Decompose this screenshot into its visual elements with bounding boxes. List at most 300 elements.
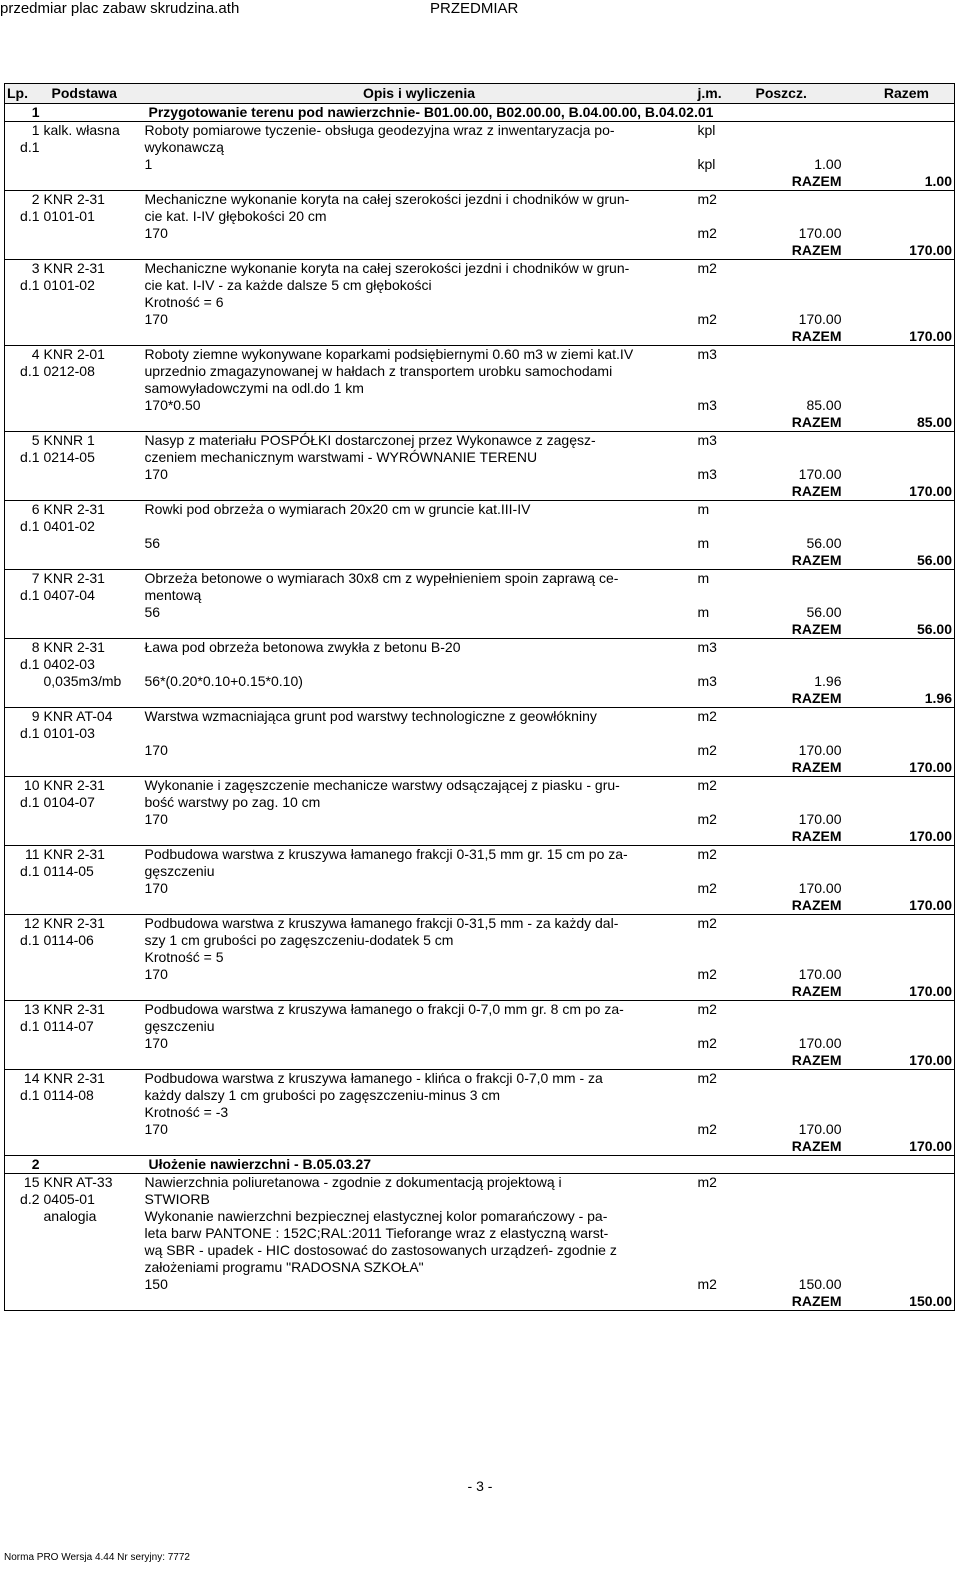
- blank-cell: [754, 1242, 844, 1259]
- total-label: RAZEM: [754, 1293, 844, 1311]
- total-value: 170.00: [844, 1052, 955, 1070]
- item-dept: d.1: [20, 208, 40, 224]
- basis-code: KNR 2-31: [43, 846, 105, 862]
- blank-cell: [754, 449, 844, 466]
- blank-cell: [696, 208, 754, 225]
- blank-cell: [42, 483, 143, 501]
- blank-cell: [5, 294, 42, 311]
- item-unit: kpl: [697, 122, 716, 138]
- blank-cell: [754, 1104, 844, 1121]
- blank-cell: [844, 277, 955, 294]
- blank-cell: [5, 983, 42, 1001]
- calculation: 170: [144, 1035, 168, 1051]
- calculation: 170: [144, 311, 168, 327]
- total-value: 170.00: [844, 983, 955, 1001]
- blank-cell: [696, 1293, 754, 1311]
- blank-cell: [844, 1087, 955, 1104]
- partial-value: 85.00: [806, 397, 842, 413]
- blank-cell: [754, 208, 844, 225]
- blank-cell: [42, 983, 143, 1001]
- blank-cell: [5, 759, 42, 777]
- total-row: [5, 759, 955, 777]
- blank-cell: [143, 828, 696, 846]
- blank-cell: [143, 621, 696, 639]
- blank-cell: [143, 242, 696, 260]
- blank-cell: [5, 673, 42, 690]
- blank-cell: [696, 863, 754, 880]
- blank-cell: [5, 621, 42, 639]
- description-line: wą SBR - upadek - HIC dostosować do zastosowanych urządzeń- zgodnie z: [144, 1242, 617, 1258]
- blank-cell: [844, 811, 955, 828]
- blank-cell: [143, 983, 696, 1001]
- blank-cell: [754, 725, 844, 742]
- blank-cell: [754, 863, 844, 880]
- blank-cell: [42, 173, 143, 191]
- blank-cell: [143, 1138, 696, 1156]
- calc-row: [5, 397, 955, 414]
- calc-row: [5, 673, 955, 690]
- blank-cell: [754, 1087, 844, 1104]
- item-number: 5: [31, 432, 40, 448]
- blank-cell: [696, 1018, 754, 1035]
- blank-cell: [754, 1018, 844, 1035]
- blank-cell: [5, 1035, 42, 1052]
- total-value: 170.00: [844, 828, 955, 846]
- blank-cell: [143, 173, 696, 191]
- description-line: STWIORB: [144, 1191, 210, 1207]
- section-row: [5, 1156, 955, 1174]
- blank-cell: [754, 1001, 844, 1019]
- partial-value: 170.00: [798, 966, 842, 982]
- blank-cell: [42, 1035, 143, 1052]
- total-value: 170.00: [844, 759, 955, 777]
- item-row: [5, 1087, 955, 1104]
- page-number: - 3 -: [467, 1478, 493, 1494]
- blank-cell: [696, 1259, 754, 1276]
- calc-row: [5, 966, 955, 983]
- blank-cell: [844, 156, 955, 173]
- item-row: [5, 139, 955, 156]
- item-row: [5, 915, 955, 933]
- blank-cell: [42, 880, 143, 897]
- blank-cell: [754, 139, 844, 156]
- basis-code: KNR 2-31: [43, 191, 105, 207]
- blank-cell: [696, 1208, 754, 1225]
- item-row: [5, 432, 955, 450]
- item-number: 8: [31, 639, 40, 655]
- basis-code: 0212-08: [43, 363, 95, 379]
- basis-code: 0104-07: [43, 794, 95, 810]
- partial-value: 170.00: [798, 811, 842, 827]
- item-dept: d.1: [20, 363, 40, 379]
- blank-cell: [696, 414, 754, 432]
- calculation: 150: [144, 1276, 168, 1292]
- estimate-table: [4, 83, 955, 1311]
- blank-cell: [844, 449, 955, 466]
- blank-cell: [5, 1225, 42, 1242]
- blank-cell: [754, 777, 844, 795]
- blank-cell: [844, 1242, 955, 1259]
- blank-cell: [42, 690, 143, 708]
- blank-cell: [844, 1191, 955, 1208]
- item-row: [5, 587, 955, 604]
- calc-unit: m2: [697, 225, 717, 241]
- basis-code: 0407-04: [43, 587, 95, 603]
- calculation: 1: [144, 156, 153, 172]
- total-row: [5, 621, 955, 639]
- total-label: RAZEM: [754, 759, 844, 777]
- calc-unit: m2: [697, 966, 717, 982]
- item-dept: d.1: [20, 587, 40, 603]
- description-line: Nawierzchnia poliuretanowa - zgodnie z dokumentacją projektową i: [144, 1174, 562, 1190]
- blank-cell: [844, 846, 955, 864]
- basis-code: KNR 2-31: [43, 570, 105, 586]
- calc-unit: m2: [697, 742, 717, 758]
- blank-cell: [5, 1259, 42, 1276]
- blank-cell: [143, 414, 696, 432]
- item-row: [5, 501, 955, 519]
- item-unit: m: [697, 570, 710, 586]
- calc-row: [5, 880, 955, 897]
- blank-cell: [844, 1001, 955, 1019]
- blank-cell: [844, 966, 955, 983]
- item-dept: d.1: [20, 794, 40, 810]
- col-poszcz: Poszcz.: [754, 84, 844, 104]
- blank-cell: [844, 1225, 955, 1242]
- blank-cell: [844, 501, 955, 519]
- item-number: 11: [24, 846, 40, 862]
- basis-code: KNR 2-31: [43, 777, 105, 793]
- item-row: [5, 260, 955, 278]
- blank-cell: [754, 656, 844, 673]
- blank-cell: [5, 225, 42, 242]
- blank-cell: [696, 1138, 754, 1156]
- calculation: 56: [144, 535, 161, 551]
- blank-cell: [754, 260, 844, 278]
- blank-cell: [754, 570, 844, 588]
- description-line: mentową: [144, 587, 202, 603]
- item-row: [5, 1242, 955, 1259]
- blank-cell: [5, 552, 42, 570]
- blank-cell: [754, 1191, 844, 1208]
- blank-cell: [844, 570, 955, 588]
- blank-cell: [844, 1070, 955, 1088]
- item-number: 13: [23, 1001, 40, 1017]
- calc-unit: m2: [697, 1121, 717, 1137]
- blank-cell: [754, 1208, 844, 1225]
- total-label: RAZEM: [754, 552, 844, 570]
- blank-cell: [696, 518, 754, 535]
- blank-cell: [844, 1174, 955, 1192]
- blank-cell: [42, 311, 143, 328]
- basis-code: 0114-08: [43, 1087, 94, 1103]
- basis-code: KNR 2-31: [43, 501, 105, 517]
- basis-code: KNR AT-04: [43, 708, 113, 724]
- blank-cell: [5, 1052, 42, 1070]
- blank-cell: [844, 1259, 955, 1276]
- item-number: 4: [31, 346, 40, 362]
- item-dept: d.1: [20, 863, 40, 879]
- blank-cell: [5, 742, 42, 759]
- item-row: [5, 1191, 955, 1208]
- blank-cell: [754, 915, 844, 933]
- blank-cell: [844, 260, 955, 278]
- blank-cell: [143, 1293, 696, 1311]
- blank-cell: [42, 604, 143, 621]
- basis-code: 0101-03: [43, 725, 95, 741]
- blank-cell: [143, 1052, 696, 1070]
- total-label: RAZEM: [754, 690, 844, 708]
- total-label: RAZEM: [754, 621, 844, 639]
- item-dept: d.1: [20, 1087, 40, 1103]
- description-line: Nasyp z materiału POSPÓŁKI dostarczonej przez Wykonawce z zagęsz-: [144, 432, 596, 448]
- blank-cell: [754, 518, 844, 535]
- blank-cell: [844, 432, 955, 450]
- item-row: [5, 449, 955, 466]
- blank-cell: [143, 759, 696, 777]
- blank-cell: [844, 777, 955, 795]
- blank-cell: [844, 708, 955, 726]
- total-value: 170.00: [844, 242, 955, 260]
- total-label: RAZEM: [754, 1052, 844, 1070]
- blank-cell: [42, 621, 143, 639]
- blank-cell: [696, 690, 754, 708]
- total-row: [5, 1138, 955, 1156]
- col-razem: Razem: [844, 84, 955, 104]
- item-row: [5, 1018, 955, 1035]
- blank-cell: [844, 863, 955, 880]
- calc-unit: m: [697, 604, 710, 620]
- blank-cell: [844, 1104, 955, 1121]
- calc-unit: m2: [697, 1035, 717, 1051]
- total-row: [5, 690, 955, 708]
- description-line: Krotność = 5: [144, 949, 224, 965]
- item-row: [5, 639, 955, 657]
- section-title: Przygotowanie terenu pod nawierzchnie- B01.00.00, B02.00.00, B.04.00.00, B.04.02.01: [42, 104, 955, 122]
- item-unit: m3: [697, 346, 717, 362]
- calculation: 170: [144, 880, 168, 896]
- calc-unit: m2: [697, 1276, 717, 1292]
- blank-cell: [696, 1225, 754, 1242]
- item-row: [5, 777, 955, 795]
- blank-cell: [5, 811, 42, 828]
- blank-cell: [42, 1052, 143, 1070]
- description-line: leta barw PANTONE : 152C;RAL:2011 Tieforange wraz z elastyczną warst-: [144, 1225, 609, 1241]
- item-dept: d.1: [20, 725, 40, 741]
- blank-cell: [754, 708, 844, 726]
- description-line: cie kat. I-IV głębokości 20 cm: [144, 208, 327, 224]
- blank-cell: [696, 1087, 754, 1104]
- total-value: 56.00: [844, 552, 955, 570]
- blank-cell: [143, 552, 696, 570]
- description-line: Podbudowa warstwa z kruszywa łamanego frakcji 0-31,5 mm - za każdy dal-: [144, 915, 619, 931]
- blank-cell: [5, 173, 42, 191]
- partial-value: 1.96: [814, 673, 842, 689]
- total-row: [5, 983, 955, 1001]
- col-opis: Opis i wyliczenia: [143, 84, 696, 104]
- item-unit: m3: [697, 432, 717, 448]
- total-value: 1.00: [844, 173, 955, 191]
- item-unit: m2: [697, 1001, 717, 1017]
- blank-cell: [5, 949, 42, 966]
- item-row: [5, 1001, 955, 1019]
- blank-cell: [5, 828, 42, 846]
- calc-row: [5, 156, 955, 173]
- blank-cell: [42, 380, 143, 397]
- description-line: szy 1 cm grubości po zagęszczeniu-dodatek 5 cm: [144, 932, 454, 948]
- blank-cell: [844, 208, 955, 225]
- basis-code: KNNR 1: [43, 432, 95, 448]
- total-label: RAZEM: [754, 483, 844, 501]
- basis-code: 0401-02: [43, 518, 95, 534]
- item-number: 2: [31, 191, 40, 207]
- blank-cell: [42, 1276, 143, 1293]
- basis-code: 0114-06: [43, 932, 94, 948]
- blank-cell: [844, 725, 955, 742]
- blank-cell: [844, 397, 955, 414]
- description-line: Krotność = 6: [144, 294, 224, 310]
- item-dept: d.1: [20, 656, 40, 672]
- blank-cell: [5, 966, 42, 983]
- item-dept: d.1: [20, 518, 40, 534]
- description-line: cie kat. I-IV - za każde dalsze 5 cm głębokości: [144, 277, 432, 293]
- blank-cell: [42, 828, 143, 846]
- item-dept: d.1: [20, 449, 40, 465]
- description-line: wykonawczą: [144, 139, 224, 155]
- blank-cell: [754, 587, 844, 604]
- item-number: 3: [31, 260, 40, 276]
- item-unit: m2: [697, 777, 717, 793]
- blank-cell: [844, 794, 955, 811]
- blank-cell: [696, 1242, 754, 1259]
- total-row: [5, 173, 955, 191]
- blank-cell: [696, 483, 754, 501]
- description-line: Roboty pomiarowe tyczenie- obsługa geodezyjna wraz z inwentaryzacja po-: [144, 122, 615, 138]
- total-label: RAZEM: [754, 242, 844, 260]
- item-dept: d.2: [20, 1191, 40, 1207]
- blank-cell: [42, 552, 143, 570]
- item-number: 9: [31, 708, 40, 724]
- blank-cell: [5, 156, 42, 173]
- blank-cell: [754, 1259, 844, 1276]
- calc-row: [5, 311, 955, 328]
- blank-cell: [844, 932, 955, 949]
- blank-cell: [696, 139, 754, 156]
- blank-cell: [844, 742, 955, 759]
- blank-cell: [754, 949, 844, 966]
- item-dept: d.1: [20, 932, 40, 948]
- description-line: Krotność = -3: [144, 1104, 229, 1120]
- item-row: [5, 1208, 955, 1225]
- calc-row: [5, 1276, 955, 1293]
- blank-cell: [42, 242, 143, 260]
- partial-value: 170.00: [798, 311, 842, 327]
- basis-code: KNR 2-31: [43, 260, 105, 276]
- blank-cell: [754, 1225, 844, 1242]
- footer-note: Norma PRO Wersja 4.44 Nr seryjny: 7772: [4, 1552, 190, 1563]
- blank-cell: [42, 535, 143, 552]
- item-dept: d.1: [20, 1018, 40, 1034]
- basis-code: KNR 2-31: [43, 915, 105, 931]
- item-unit: m2: [697, 191, 717, 207]
- item-row: [5, 949, 955, 966]
- blank-cell: [5, 311, 42, 328]
- total-label: RAZEM: [754, 328, 844, 346]
- item-unit: m2: [697, 1174, 717, 1190]
- blank-cell: [754, 363, 844, 380]
- col-lp: Lp.: [5, 84, 42, 104]
- blank-cell: [696, 294, 754, 311]
- blank-cell: [844, 673, 955, 690]
- blank-cell: [844, 587, 955, 604]
- item-row: [5, 570, 955, 588]
- blank-cell: [5, 604, 42, 621]
- col-jm: j.m.: [696, 84, 754, 104]
- total-row: [5, 828, 955, 846]
- col-podstawa: Podstawa: [42, 84, 143, 104]
- blank-cell: [5, 328, 42, 346]
- total-label: RAZEM: [754, 828, 844, 846]
- item-number: 12: [23, 915, 40, 931]
- blank-cell: [143, 897, 696, 915]
- blank-cell: [42, 139, 143, 156]
- calc-unit: m2: [697, 811, 717, 827]
- blank-cell: [696, 897, 754, 915]
- blank-cell: [143, 690, 696, 708]
- description-line: Mechaniczne wykonanie koryta na całej szerokości jezdni i chodników w grun-: [144, 191, 630, 207]
- calc-unit: m2: [697, 880, 717, 896]
- blank-cell: [754, 1070, 844, 1088]
- calc-unit: m3: [697, 397, 717, 413]
- basis-code: KNR 2-01: [43, 346, 105, 362]
- blank-cell: [844, 363, 955, 380]
- section-number: 1: [5, 104, 42, 122]
- description-line: bość warstwy po zag. 10 cm: [144, 794, 321, 810]
- item-row: [5, 380, 955, 397]
- calc-row: [5, 466, 955, 483]
- partial-value: 170.00: [798, 466, 842, 482]
- basis-code: kalk. własna: [43, 122, 120, 138]
- total-value: 85.00: [844, 414, 955, 432]
- blank-cell: [5, 535, 42, 552]
- total-value: 170.00: [844, 1138, 955, 1156]
- partial-value: 170.00: [798, 880, 842, 896]
- total-row: [5, 242, 955, 260]
- blank-cell: [42, 1225, 143, 1242]
- table-header: [5, 84, 955, 104]
- basis-code: 0114-05: [43, 863, 94, 879]
- blank-cell: [42, 397, 143, 414]
- blank-cell: [696, 552, 754, 570]
- blank-cell: [42, 328, 143, 346]
- blank-cell: [754, 277, 844, 294]
- item-number: 1: [31, 122, 40, 138]
- blank-cell: [696, 363, 754, 380]
- blank-cell: [696, 621, 754, 639]
- blank-cell: [42, 414, 143, 432]
- blank-cell: [844, 604, 955, 621]
- blank-cell: [844, 139, 955, 156]
- item-number: 15: [23, 1174, 40, 1190]
- blank-cell: [5, 242, 42, 260]
- blank-cell: [754, 501, 844, 519]
- blank-cell: [5, 690, 42, 708]
- item-row: [5, 518, 955, 535]
- blank-cell: [844, 191, 955, 209]
- total-row: [5, 1052, 955, 1070]
- document-title: PRZEDMIAR: [430, 0, 519, 17]
- description-line: Wykonanie i zagęszczenie mechanicze warstwy odsączającej z piasku - gru-: [144, 777, 620, 793]
